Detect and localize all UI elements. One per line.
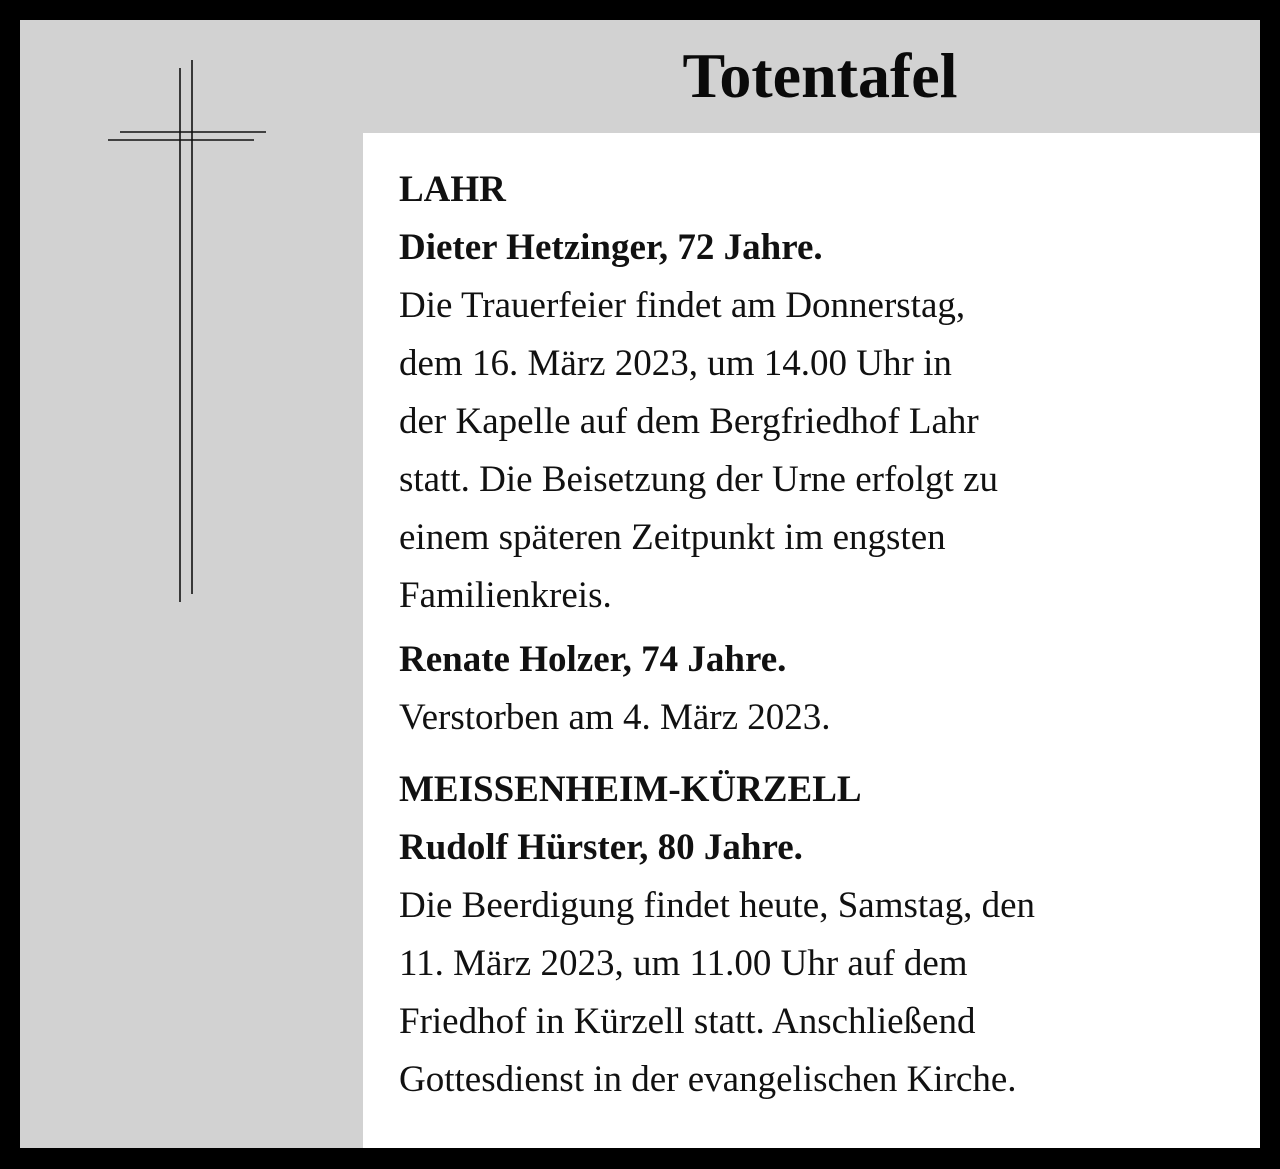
notice-line: Friedhof in Kürzell statt. Anschließend xyxy=(399,1001,976,1042)
place-heading: LAHR xyxy=(399,169,506,210)
obituary-panel xyxy=(20,20,1260,1148)
notice-line: Die Trauerfeier findet am Donnerstag, xyxy=(399,285,966,326)
deceased-name: Dieter Hetzinger, 72 Jahre. xyxy=(399,227,823,268)
notice-line: einem späteren Zeitpunkt im engsten xyxy=(399,517,946,558)
cross-icon xyxy=(100,56,270,606)
notice-line: Die Beerdigung findet heute, Samstag, den xyxy=(399,885,1036,926)
notice-line: dem 16. März 2023, um 14.00 Uhr in xyxy=(399,343,952,384)
obituary-entry xyxy=(399,631,1260,747)
notice-line: Gottesdienst in der evangelischen Kirche. xyxy=(399,1059,1017,1100)
obituary-entry xyxy=(399,761,1260,1109)
notice-line: 11. März 2023, um 11.00 Uhr auf dem xyxy=(399,943,968,984)
obituary-entry xyxy=(399,161,1260,625)
notice-line: Familienkreis. xyxy=(399,575,612,616)
obituary-list xyxy=(363,133,1260,1148)
deceased-name: Renate Holzer, 74 Jahre. xyxy=(399,639,787,680)
deceased-name: Rudolf Hürster, 80 Jahre. xyxy=(399,827,803,868)
page-title: Totentafel xyxy=(682,40,958,111)
notice-line: der Kapelle auf dem Bergfriedhof Lahr xyxy=(399,401,979,442)
notice-line: Verstorben am 4. März 2023. xyxy=(399,697,831,738)
notice-line: statt. Die Beisetzung der Urne erfolgt zu xyxy=(399,459,998,500)
place-heading: MEISSENHEIM-KÜRZELL xyxy=(399,769,862,810)
